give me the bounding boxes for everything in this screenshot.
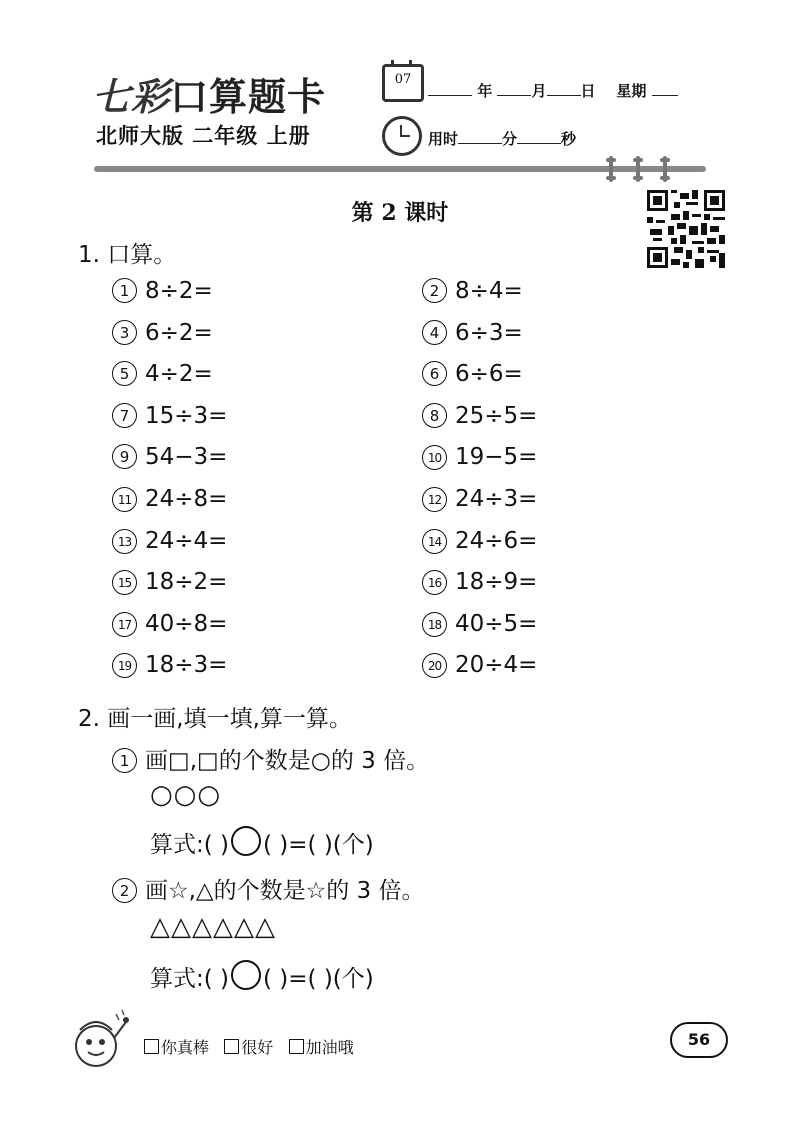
problem-number: 2 bbox=[422, 278, 447, 303]
problem-expression: 15÷3= bbox=[145, 403, 228, 429]
problem-number: 11 bbox=[112, 487, 137, 512]
part-number: 2 bbox=[112, 878, 137, 903]
minutes-blank[interactable] bbox=[458, 129, 502, 144]
binder-ring-icon bbox=[663, 156, 667, 182]
binder-ring-icon bbox=[636, 156, 640, 182]
time-label: 用时 bbox=[428, 130, 459, 148]
part-2-shapes: △△△△△△ bbox=[150, 912, 276, 942]
formula-blank-2[interactable]: ( )=( )(个) bbox=[263, 966, 374, 992]
problem-10 bbox=[422, 444, 537, 470]
part-number: 1 bbox=[112, 748, 137, 773]
operator-circle[interactable] bbox=[231, 826, 261, 856]
week-blank[interactable] bbox=[652, 81, 678, 96]
calendar-number: 07 bbox=[394, 72, 412, 87]
brand-main: 口算题卡 bbox=[170, 74, 327, 119]
part-2-formula bbox=[150, 960, 374, 993]
problem-15 bbox=[112, 569, 227, 595]
problem-number: 13 bbox=[112, 529, 137, 554]
formula-blank-1[interactable]: :( ) bbox=[196, 832, 230, 858]
edition-label: 北师大版 二年级 上册 bbox=[96, 124, 311, 148]
day-label: 日 bbox=[580, 82, 596, 100]
problem-number: 7 bbox=[112, 403, 137, 428]
problem-7 bbox=[112, 403, 227, 429]
part-1-formula bbox=[150, 826, 374, 859]
problem-number: 17 bbox=[112, 612, 137, 637]
problem-expression: 18÷3= bbox=[145, 652, 228, 678]
problem-expression: 54−3= bbox=[145, 444, 228, 470]
problem-number: 9 bbox=[112, 444, 137, 469]
formula-blank-2[interactable]: ( )=( )(个) bbox=[263, 832, 374, 858]
problem-16 bbox=[422, 569, 537, 595]
problem-number: 15 bbox=[112, 570, 137, 595]
instruction-text: 画☆,△的个数是☆的 3 倍。 bbox=[145, 878, 425, 904]
problem-5 bbox=[112, 361, 213, 387]
problem-expression: 6÷3= bbox=[455, 320, 523, 346]
date-line bbox=[428, 80, 678, 101]
problem-number: 3 bbox=[112, 320, 137, 345]
rating-label: 很好 bbox=[241, 1038, 274, 1057]
problem-1 bbox=[112, 278, 213, 304]
problem-expression: 25÷5= bbox=[455, 403, 538, 429]
problem-number: 14 bbox=[422, 529, 447, 554]
problem-4 bbox=[422, 320, 523, 346]
part-1-shapes: ○○○ bbox=[150, 780, 222, 810]
year-blank[interactable] bbox=[428, 81, 472, 96]
problem-number: 20 bbox=[422, 653, 447, 678]
week-label: 星期 bbox=[616, 82, 647, 100]
month-label: 月 bbox=[531, 82, 547, 100]
page-number: 56 bbox=[670, 1022, 728, 1058]
header-divider bbox=[94, 166, 706, 172]
problem-number: 6 bbox=[422, 361, 447, 386]
lesson-title: 第 2 课时 bbox=[351, 200, 449, 226]
problem-expression: 19−5= bbox=[455, 444, 538, 470]
problem-expression: 8÷4= bbox=[455, 278, 523, 304]
problem-expression: 4÷2= bbox=[145, 361, 213, 387]
problem-8 bbox=[422, 403, 537, 429]
problem-expression: 24÷8= bbox=[145, 486, 228, 512]
formula-label: 算式 bbox=[150, 966, 196, 992]
problem-2 bbox=[422, 278, 523, 304]
problem-expression: 40÷8= bbox=[145, 611, 228, 637]
brand-prefix: 七彩 bbox=[92, 74, 171, 119]
problem-11 bbox=[112, 486, 227, 512]
brand-title bbox=[92, 66, 326, 121]
instruction-text: 画□,□的个数是○的 3 倍。 bbox=[145, 748, 430, 774]
part-1-instruction bbox=[112, 742, 429, 775]
problem-13 bbox=[112, 528, 227, 554]
checkbox[interactable] bbox=[144, 1039, 159, 1054]
part-2-instruction bbox=[112, 872, 425, 905]
problem-number: 1 bbox=[112, 278, 137, 303]
seconds-blank[interactable] bbox=[517, 129, 561, 144]
rating-label: 加油哦 bbox=[305, 1038, 354, 1057]
qr-code-icon bbox=[647, 190, 725, 268]
problem-number: 19 bbox=[112, 653, 137, 678]
binder-ring-icon bbox=[609, 156, 613, 182]
day-blank[interactable] bbox=[547, 81, 581, 96]
problem-19 bbox=[112, 652, 227, 678]
operator-circle[interactable] bbox=[231, 960, 261, 990]
problem-number: 12 bbox=[422, 487, 447, 512]
problem-14 bbox=[422, 528, 537, 554]
problem-20 bbox=[422, 652, 537, 678]
year-label: 年 bbox=[477, 82, 493, 100]
minutes-label: 分 bbox=[502, 130, 518, 148]
month-blank[interactable] bbox=[497, 81, 531, 96]
problem-6 bbox=[422, 361, 523, 387]
problem-expression: 40÷5= bbox=[455, 611, 538, 637]
mascot-icon bbox=[66, 1008, 134, 1070]
time-line bbox=[428, 128, 576, 149]
problem-3 bbox=[112, 320, 213, 346]
problem-expression: 18÷9= bbox=[455, 569, 538, 595]
question-2-title: 2. 画一画,填一填,算一算。 bbox=[78, 706, 352, 732]
problem-number: 16 bbox=[422, 570, 447, 595]
problem-number: 10 bbox=[422, 445, 447, 470]
checkbox[interactable] bbox=[224, 1039, 239, 1054]
formula-label: 算式 bbox=[150, 832, 196, 858]
problem-expression: 6÷2= bbox=[145, 320, 213, 346]
question-1-title: 1. 口算。 bbox=[78, 242, 177, 268]
problem-number: 5 bbox=[112, 361, 137, 386]
problem-12 bbox=[422, 486, 537, 512]
problem-expression: 18÷2= bbox=[145, 569, 228, 595]
problem-expression: 8÷2= bbox=[145, 278, 213, 304]
calendar-icon bbox=[382, 64, 424, 102]
seconds-label: 秒 bbox=[561, 130, 577, 148]
problem-number: 4 bbox=[422, 320, 447, 345]
problem-number: 8 bbox=[422, 403, 447, 428]
problem-expression: 24÷4= bbox=[145, 528, 228, 554]
problem-expression: 24÷3= bbox=[455, 486, 538, 512]
problem-17 bbox=[112, 611, 227, 637]
problem-18 bbox=[422, 611, 537, 637]
problem-number: 18 bbox=[422, 612, 447, 637]
problem-9 bbox=[112, 444, 227, 470]
formula-blank-1[interactable]: :( ) bbox=[196, 966, 230, 992]
checkbox[interactable] bbox=[289, 1039, 304, 1054]
problem-expression: 6÷6= bbox=[455, 361, 523, 387]
problem-expression: 20÷4= bbox=[455, 652, 538, 678]
problem-expression: 24÷6= bbox=[455, 528, 538, 554]
rating-label: 你真棒 bbox=[161, 1038, 210, 1057]
clock-icon bbox=[382, 116, 422, 156]
self-rating bbox=[144, 1035, 354, 1058]
